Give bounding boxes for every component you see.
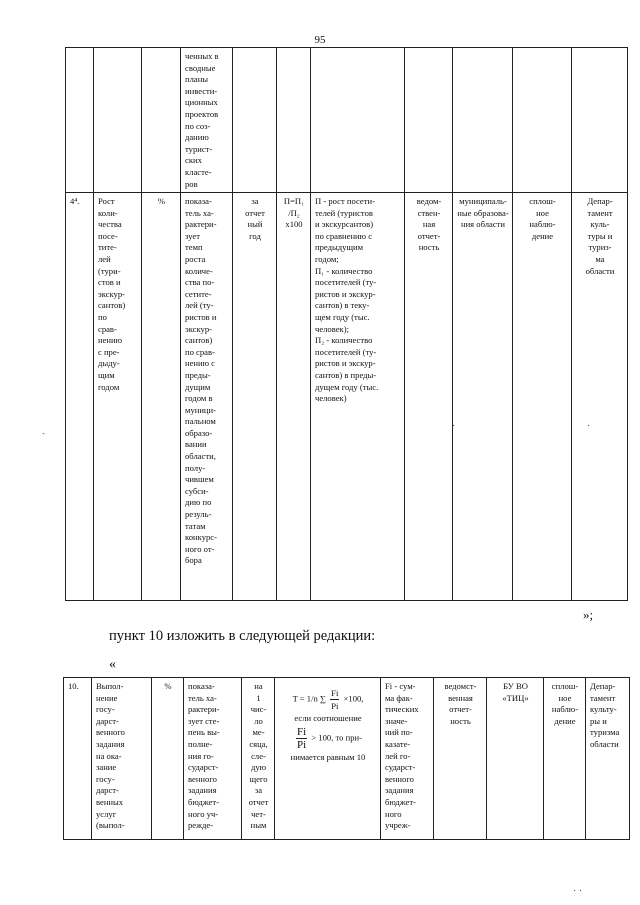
cell-name: Рост коли- чества посе- тите- лей (тури- стов и экскур- сантов) по срав- нению с пре- дыду- щим годом bbox=[94, 193, 142, 601]
cell-executor bbox=[572, 48, 628, 193]
cell-description: ченных в сводные планы инвести- ционных проектов по соз- данию турист- ских кластe- ров bbox=[181, 48, 233, 193]
fraction-numerator: Fi bbox=[297, 726, 307, 738]
cell-formula: П=П₁ /П₂ х100 bbox=[277, 193, 311, 601]
opening-quote: « bbox=[109, 657, 116, 672]
formula-block bbox=[279, 687, 377, 763]
cell-name bbox=[94, 48, 142, 193]
table-row bbox=[66, 48, 628, 193]
cell-formula bbox=[277, 48, 311, 193]
cell-period: на 1 чис- ло ме- сяца, сле- дую щего за отчет чет- ным bbox=[242, 678, 275, 840]
table-row bbox=[64, 678, 630, 840]
cell-method: сплош- ное наблю- дение bbox=[513, 193, 572, 601]
condition-fraction bbox=[296, 726, 307, 751]
cell-executor: Депар- тамент куль- туры и туриз- ма области bbox=[572, 193, 628, 601]
page-number: 95 bbox=[314, 34, 326, 46]
cell-num: 4⁴. bbox=[66, 193, 94, 601]
cell-responsible: БУ ВО «ТИЦ» bbox=[487, 678, 544, 840]
cell-name: Выпол- нение госу- дарст- венного задания на ока- зание госу- дарст- венных услуг (выпол- bbox=[92, 678, 152, 840]
formula-condition-intro: если соотношение bbox=[294, 713, 362, 723]
cell-num bbox=[66, 48, 94, 193]
fraction-denominator: Pi bbox=[331, 701, 339, 711]
indicators-table-bottom bbox=[63, 677, 630, 840]
formula-lhs: T = 1/n ∑ bbox=[292, 693, 327, 704]
cell-unit: % bbox=[152, 678, 184, 840]
cell-responsible bbox=[453, 48, 513, 193]
condition-end: нимается равным 10 bbox=[290, 752, 366, 762]
scan-mark: ˙ ˙ bbox=[573, 889, 583, 900]
cell-formula bbox=[275, 678, 381, 840]
cell-description: показа- тель ха- рактери- зует темп роста количе- ства по- сетите- лей (ту- ристов и экскур- сантов) по срав- нению с преды- дущим годом в муници- пальном образо- вании области, полу- чившем субси- дию по резуль- татам конкурс- ного от- бора bbox=[181, 193, 233, 601]
cell-description: показа- тель ха- рактери- зует сте- пень вы- полне- ния го- сударст- венного задания бюджет- ного уч- режде- bbox=[184, 678, 242, 840]
cell-variables: П - рост посети- телей (туристов и экскурсантов) по сравнению с предыдущим годом; П₁ - количество посетителей (ту- ристов и экскур- сантов) в теку- щем году (тыс. человек); П₂ - количество посетителей (ту- ристов и экскур- сантов) в преды- дущем году (тыс. человек) bbox=[311, 193, 405, 601]
fraction-numerator: Fi bbox=[331, 688, 339, 698]
formula-tail: ×100, bbox=[343, 693, 364, 704]
scan-mark: ˙ bbox=[452, 424, 456, 435]
cell-period bbox=[233, 48, 277, 193]
cell-executor: Депар- тамент культу- ры и туризма области bbox=[586, 678, 630, 840]
amendment-heading: пункт 10 изложить в следующей редакции: bbox=[109, 628, 376, 644]
cell-variables: Fi - сум- ма фак- тических значе- ний по- казате- лей го- сударст- венного задания бюджет- ного учреж- bbox=[381, 678, 434, 840]
cell-responsible: муниципаль- ные образова- ния области bbox=[453, 193, 513, 601]
cell-method: сплош- ное наблю- дение bbox=[544, 678, 586, 840]
table-row bbox=[66, 193, 628, 601]
formula-fraction bbox=[330, 687, 339, 712]
scan-mark: ˙ bbox=[587, 424, 591, 435]
cell-method bbox=[513, 48, 572, 193]
indicators-table-top bbox=[65, 47, 628, 601]
cell-unit: % bbox=[142, 193, 181, 601]
scan-mark: ˏ bbox=[42, 424, 46, 435]
cell-period: за отчет ный год bbox=[233, 193, 277, 601]
cell-variables bbox=[311, 48, 405, 193]
cell-num: 10. bbox=[64, 678, 92, 840]
cell-source: ведом- ствен- ная отчет- ность bbox=[405, 193, 453, 601]
cell-source bbox=[405, 48, 453, 193]
fraction-denominator: Pi bbox=[297, 739, 307, 751]
condition-tail: > 100, то при- bbox=[311, 732, 362, 743]
cell-unit bbox=[142, 48, 181, 193]
closing-quote: »; bbox=[583, 607, 594, 622]
cell-source: ведомст- венная отчет- ность bbox=[434, 678, 487, 840]
